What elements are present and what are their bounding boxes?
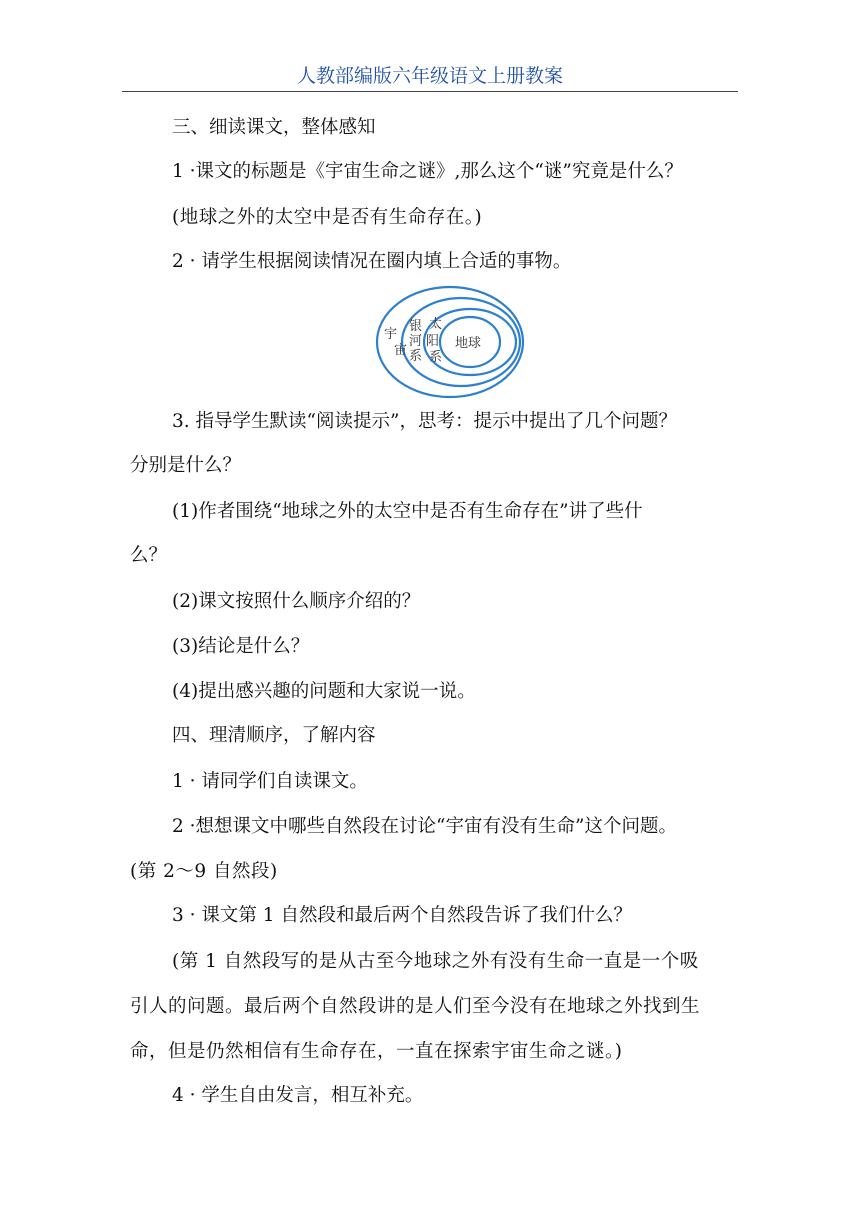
step-1: 1 · 请同学们自读课文。: [172, 771, 368, 792]
label-galaxy-2: 河: [409, 334, 423, 349]
answer-1: (地球之外的太空中是否有生命存在。): [172, 207, 483, 228]
step-2: 2 ·想想课文中哪些自然段在讨论“宇宙有没有生命”这个问题。: [172, 816, 677, 837]
label-universe-1: 宇: [384, 327, 398, 342]
step-3-answer-1: (第 1 自然段写的是从古至今地球之外有没有生命一直是一个吸: [172, 951, 699, 972]
universe-circles-diagram: [370, 282, 530, 402]
label-galaxy-1: 银: [409, 319, 423, 334]
label-solar-2: 阳: [426, 334, 440, 349]
sub-question-1: (1)作者围绕“地球之外的太空中是否有生命存在”讲了些什: [172, 501, 643, 522]
step-3: 3 · 课文第 1 自然段和最后两个自然段告诉了我们什么？: [172, 905, 632, 926]
sub-question-1-cont: 么？: [130, 545, 168, 566]
section-heading-3: 三、细读课文，整体感知: [172, 117, 376, 138]
label-solar-3: 系: [429, 350, 443, 365]
question-1: 1 ·课文的标题是《宇宙生命之谜》,那么这个“谜”究竟是什么？: [172, 161, 683, 182]
step-3-answer-3: 命，但是仍然相信有生命存在，一直在探索宇宙生命之谜。): [130, 1041, 623, 1062]
page-header-title: 人教部编版六年级语文上册教案: [296, 65, 563, 87]
question-3-cont: 分别是什么？: [130, 455, 242, 476]
label-solar-1: 太: [429, 317, 443, 332]
label-earth: 地球: [455, 336, 482, 351]
step-2-answer: (第 2～9 自然段): [130, 861, 278, 882]
label-galaxy-3: 系: [409, 349, 423, 364]
label-universe-2: 宙: [394, 343, 408, 358]
sub-question-2: (2)课文按照什么顺序介绍的？: [172, 591, 421, 612]
step-3-answer-2: 引人的问题。最后两个自然段讲的是人们至今没有在地球之外找到生: [130, 996, 701, 1017]
step-4: 4 · 学生自由发言，相互补充。: [172, 1085, 424, 1106]
section-heading-4: 四、理清顺序，了解内容: [172, 725, 376, 746]
sub-question-3: (3)结论是什么？: [172, 636, 310, 657]
question-2: 2 · 请学生根据阅读情况在圈内填上合适的事物。: [172, 251, 572, 272]
question-3: 3. 指导学生默读“阅读提示”，思考：提示中提出了几个问题？: [172, 411, 677, 432]
header-divider: [122, 91, 738, 92]
sub-question-4: (4)提出感兴趣的问题和大家说一说。: [172, 681, 476, 702]
